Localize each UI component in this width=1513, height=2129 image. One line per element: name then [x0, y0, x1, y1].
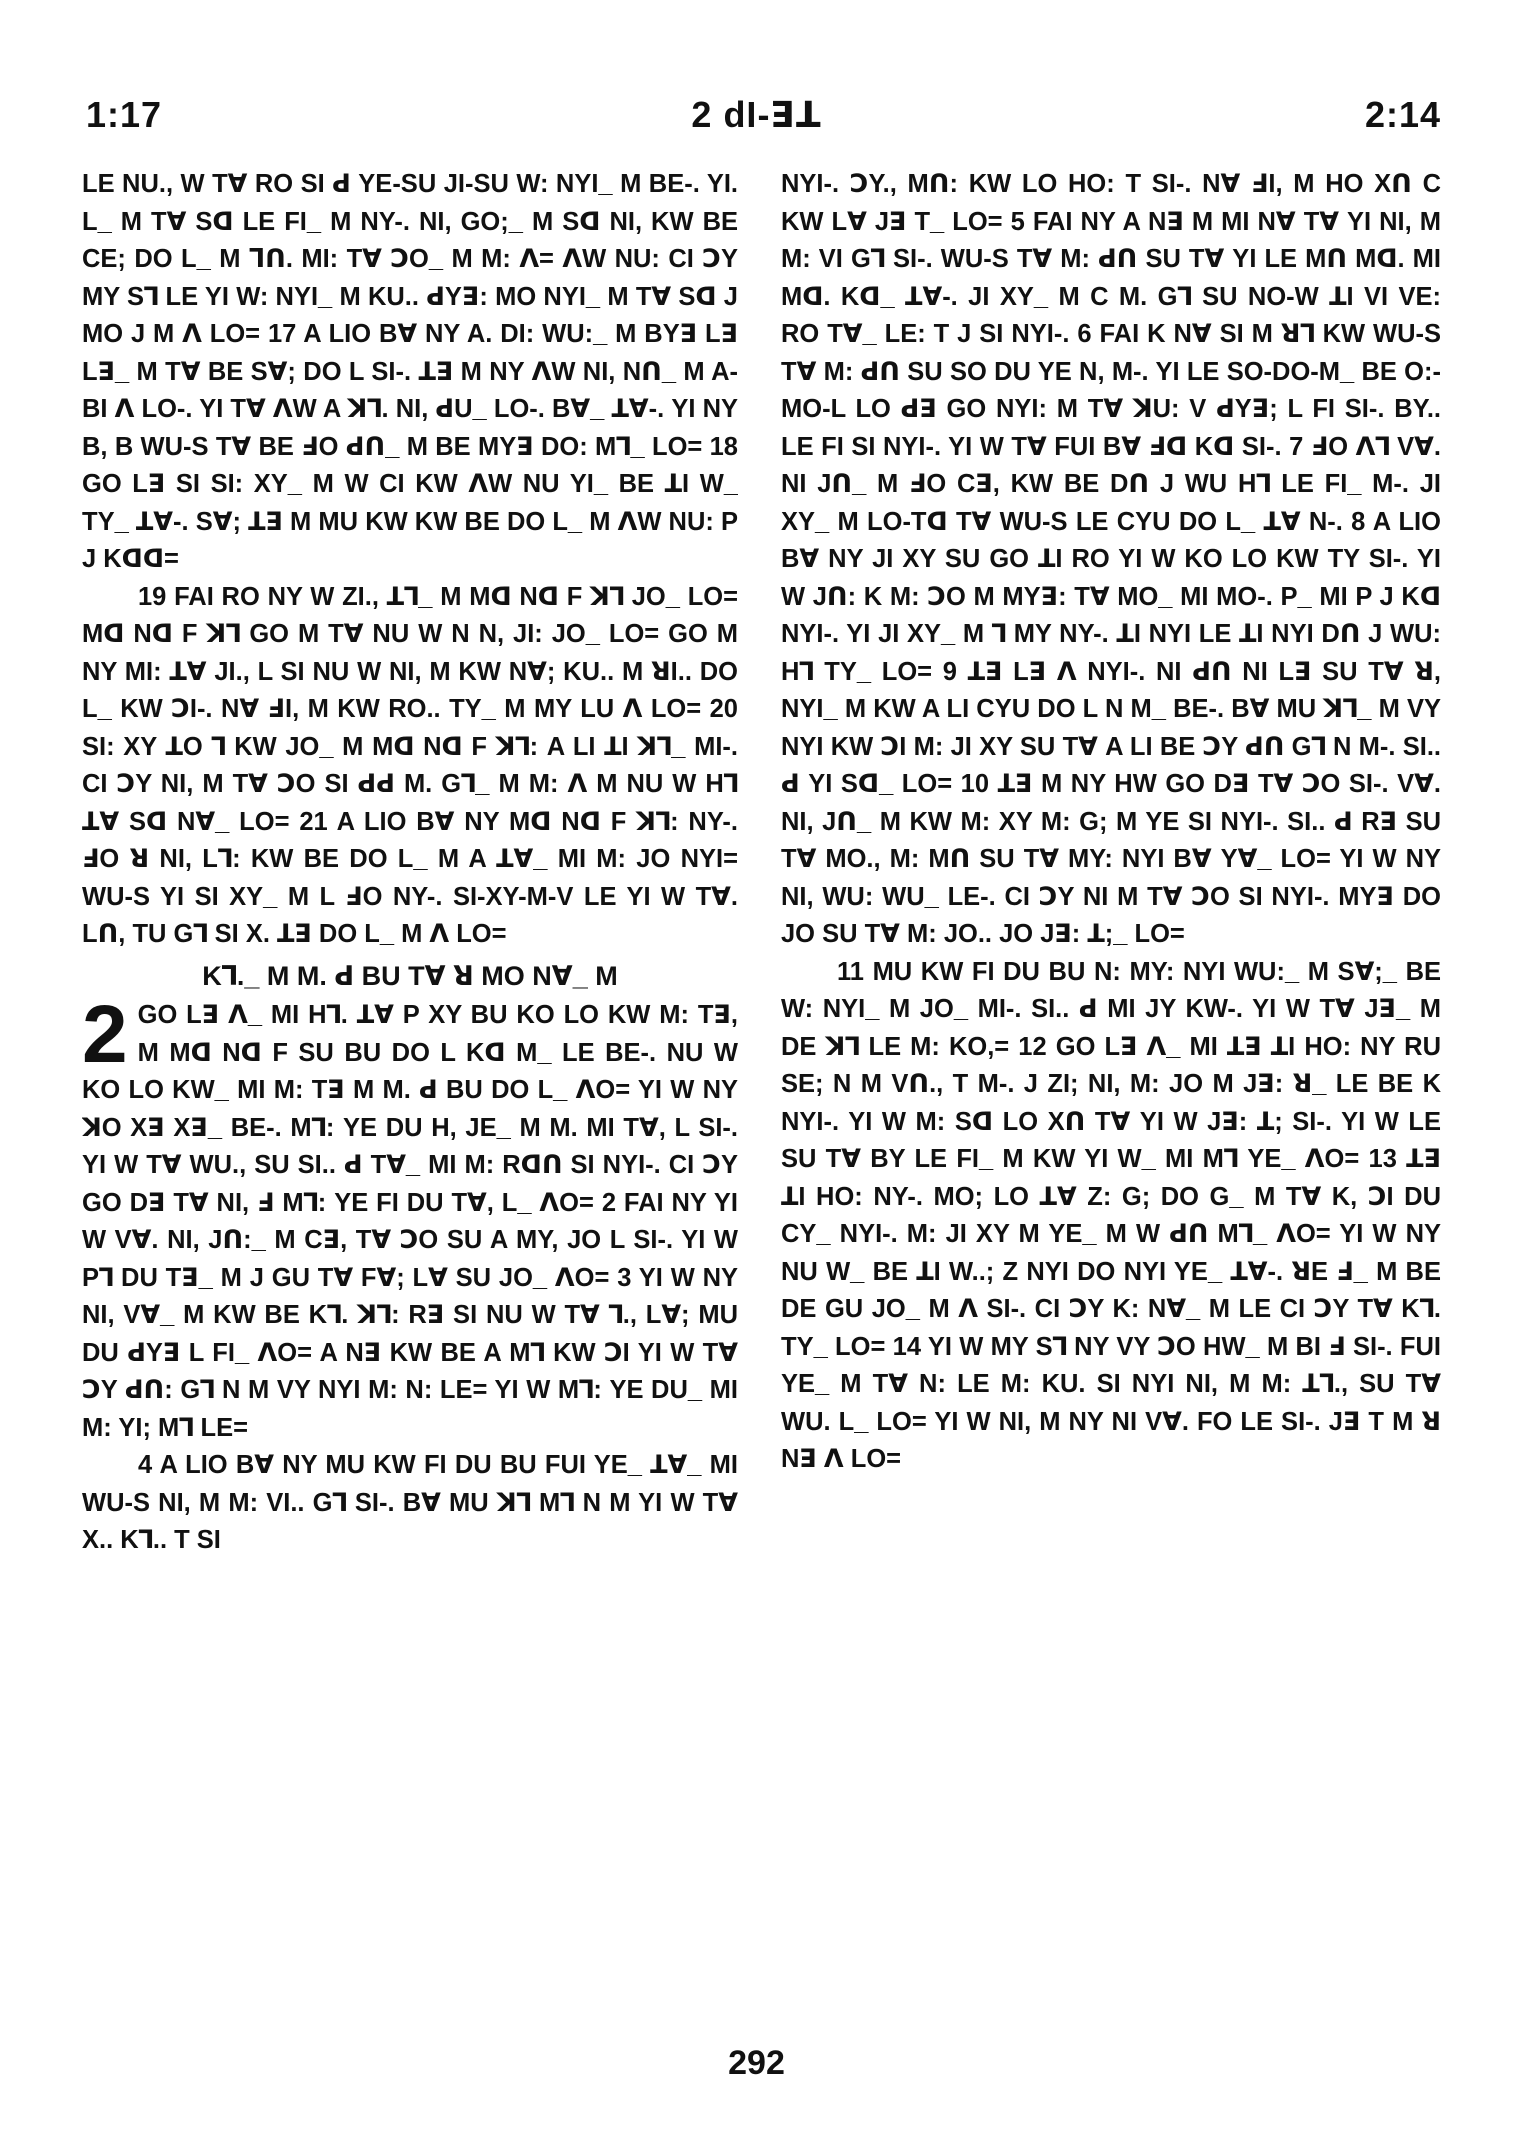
verse-text: A LIO Bꓯ NY MU KW FI DU BU FUI YE_ ꓕꓯ_ MI WU-S NI, M M: VI.. Gꓶ SI-. Bꓯ MU ꓘꓶ Mꓶ N M YI W Tꓯ X.. Kꓶ.. T SI	[82, 1451, 738, 1554]
verse-number: 3	[617, 1263, 632, 1292]
chapter-heading: Kꓶ._ M M. ꓒ BU Tꓯ ꓤ MO Nꓯ_ M	[202, 960, 618, 991]
verse-text: MU KW FI DU BU N: MY: NYI WU:_ M Sꓯ;_ BE W: NYI_ M JO_ MI-. SI.. ꓒ MI JY KW-. YI W Tꓯ Jꓱ_ M DE ꓘꓶ LE M: KO,=	[781, 957, 1441, 1061]
page-number: 292	[728, 2044, 785, 2082]
verse-text: GO Lꓱ ꓥ_ MI Hꓶ. ꓕꓯ P XY BU KO LO KW M: Tꓱ, M Mꓷ Nꓷ F SU BU DO L Kꓷ M_ LE BE-. NU W KO LO KW_ MI M: Tꓱ M M. ꓒ BU DO L_ ꓥO= YI W NY ꓘO Xꓱ Xꓱ_ BE-. Mꓶ: YE DU H, JE_ M M. MI Tꓯ, L SI-. YI W Tꓯ WU., SU SI.. ꓒ Tꓯ_ MI M: Rꓷꓵ SI NYI-. CI ꓛY GO Dꓱ Tꓯ NI, ꓞ Mꓶ: YE FI DU Tꓯ, L_ ꓥO=	[82, 1001, 738, 1217]
verse-number: 5	[1010, 207, 1025, 236]
verse-text: NYI-. ꓛY., Mꓵ: KW LO HO: T SI-. Nꓯ ꓞI, M HO Xꓵ C KW Lꓯ Jꓱ T_ LO=	[781, 170, 1441, 236]
verse-number: 14	[892, 1332, 922, 1361]
verse-text: FAI RO NY W ZI., ꓕꓶ_ M Mꓷ Nꓷ F ꓘꓶ JO_ LO= Mꓷ Nꓷ F ꓘꓶ GO M Tꓯ NU W N N, JI: JO_ LO= GO M NY MI: ꓕꓯ JI., L SI NU W NI, M KW Nꓯ; KU.. M ꓤI.. DO L_ KW ꓛI-. Nꓯ ꓞI, M KW RO.. TY_ M MY LU ꓥ LO=	[82, 582, 738, 723]
verse-text: YI W MY Sꓶ NY VY ꓛO HW_ M BI ꓞ SI-. FUI YE_ M Tꓯ N: LE M: KU. SI NYI NI, M M: ꓕꓶ., SU Tꓯ WU. L_ LO= YI W NI, M NY NI Vꓯ. FO LE SI-. Jꓱ T M ꓤ Nꓱ ꓥ LO=	[781, 1332, 1441, 1473]
paragraph	[82, 1447, 738, 1560]
verse-text: GO Lꓱ ꓥ_ MI ꓕꓱ ꓕI HO: NY RU SE; N M Vꓵ., T M-. J ZI; NI, M: JO M Jꓱ: ꓤ_ LE BE K NYI-. YI W M: Sꓷ LO Xꓵ Tꓯ YI W Jꓱ: ꓕ; SI-. YI W LE SU Tꓯ BY LE FI_ M KW YI W_ MI Mꓶ YE_ ꓥO=	[781, 1032, 1441, 1173]
verse-text: GO Lꓱ SI SI: XY_ M W CI KW ꓥW NU YI_ BE ꓕI W_ TY_ ꓕꓯ-. Sꓯ; ꓕꓱ M MU KW KW BE DO L_ M ꓥW NU: P J Kꓷꓷ=	[82, 470, 738, 573]
verse-number: 7	[1289, 432, 1304, 461]
verse-text: ꓕꓱ M NY HW GO Dꓱ Tꓯ ꓛO SI-. Vꓯ. NI, Jꓵ_ M KW M: XY M: G; M YE SI NYI-. SI.. ꓒ Rꓱ SU Tꓯ MO., M: Mꓵ SU Tꓯ MY: NYI Bꓯ Yꓯ_ LO= YI W NY NI, WU: WU_ LE-. CI ꓛY NI M Tꓯ ꓛO SI NYI-. MYꓱ DO JO SU Tꓯ M: JO.. JO Jꓱ: ꓕ;_ LO=	[781, 770, 1441, 948]
verse-text: LE NU., W Tꓯ RO SI ꓒ YE-SU JI-SU W: NYI_ M BE-. YI. L_ M Tꓯ Sꓷ LE FI_ M NY-. NI, GO;_ M Sꓷ NI, KW BE CE; DO L_ M Ꞁꓵ. MI: Tꓯ ꓛO_ M M: ꓥ= ꓥW NU: CI ꓛY MY Sꓶ LE YI W: NYI_ M KU.. ꓒYꓱ: MO NYI_ M Tꓯ Sꓷ J MO J M ꓥ LO=	[82, 170, 738, 348]
verse-text: ꓕꓱ Lꓱ ꓥ NYI-. NI ꓒꓵ NI Lꓱ SU Tꓯ ꓤ, NYI_ M KW A LI CYU DO L N M_ BE-. Bꓯ MU ꓘꓶ_ M VY NYI KW ꓛI M: JI XY SU Tꓯ A LI BE ꓛY ꓒꓵ Gꓶ N M-. SI.. ꓒ YI Sꓷ_ LO=	[781, 657, 1441, 798]
verse-text: FAI K Nꓯ SI M ꓤꓶ KW WU-S Tꓯ M: ꓒꓵ SU SO DU YE N, M-. YI LE SO-DO-M_ BE O:-MO-L LO ꓒꓱ GO NYI: M Tꓯ ꓘU: V ꓒYꓱ; L FI SI-. BY.. LE FI SI NYI-. YI W Tꓯ FUI Bꓯ ꓞꓷ Kꓷ SI-.	[781, 320, 1441, 461]
verse-number: 13	[1368, 1145, 1397, 1173]
verse-number: 2	[601, 1188, 616, 1217]
verse-text: A LIO Bꓯ NY Mꓷ Nꓷ F ꓘꓶ: NY-. ꓞO ꓤ NI, Lꓶ: KW BE DO L_ M A ꓕꓯ_ MI M: JO NYI= WU-S YI SI XY_ M L ꓞO NY-. SI-XY-M-V LE YI W Tꓯ. Lꓵ, TU Gꓶ SI X. ꓕꓱ DO L_ M ꓥ LO=	[82, 807, 738, 948]
verse-text: SI: XY ꓕO ꓶ KW JO_ M Mꓷ Nꓷ F ꓘꓶ: A LI ꓕI ꓘꓶ_ MI-. CI ꓛY NI, M Tꓯ ꓛO SI ꓒꓒ M. Gꓶ_ M M: ꓥ M NU W Hꓶ ꓕꓯ Sꓷ Nꓯ_ LO=	[82, 732, 738, 836]
verse-text: YI W NY NI, Vꓯ_ M KW BE Kꓶ. ꓘꓶ: Rꓱ SI NU W Tꓯ ꓶ., Lꓯ; MU DU ꓒYꓱ L FI_ ꓥO= A Nꓱ KW BE A Mꓶ KW ꓛI YI W Tꓯ ꓛY ꓒꓵ: Gꓶ N M VY NYI M: N: LE= YI W Mꓶ: YE DU_ MI M: YI; Mꓶ LE=	[82, 1263, 738, 1442]
paragraph	[781, 954, 1441, 1479]
book-title: 2 dI-ꓱꓕ	[691, 94, 822, 135]
verse-number: 8	[1351, 507, 1366, 536]
verse-text: ꓞO ꓥꓶ Vꓯ. NI Jꓵ_ M ꓞO Cꓱ, KW BE Dꓵ J WU Hꓶ LE FI_ M-. JI XY_ M LO-Tꓷ Tꓯ WU-S LE CYU DO L_ ꓕꓯ N-.	[781, 432, 1441, 536]
verse-number: 20	[709, 695, 738, 723]
verse-number: 12	[1018, 1032, 1047, 1061]
verse-text: FAI NY A Nꓱ M MI Nꓯ Tꓯ YI NI, M M: VI Gꓶ SI-. WU-S Tꓯ M: ꓒꓵ SU Tꓯ YI LE Mꓵ Mꓷ. MI Mꓷ. Kꓷ_ ꓕꓯ-. JI XY_ M C M. Gꓶ SU NO-W ꓕI VI VE: RO Tꓯ_ LE: T J SI NYI-.	[781, 207, 1441, 348]
chapter-verse-left: 1:17	[86, 94, 163, 135]
verse-number: 4	[138, 1451, 153, 1479]
verse-number: 11	[837, 957, 864, 986]
paragraph	[82, 579, 738, 954]
right-column	[781, 166, 1441, 2036]
paragraph	[781, 166, 1441, 954]
verse-text: A LIO Bꓯ NY JI XY SU GO ꓕI RO YI W KO LO KW TY SI-. YI W Jꓵ: K M: ꓛO M MYꓱ: Tꓯ MO_ MI MO-. P_ MI P J Kꓷ NYI-. YI JI XY_ M ꓶ MY NY-. ꓕI NYI LE ꓕI NYI Dꓵ J WU: Hꓶ TY_ LO=	[781, 507, 1441, 686]
verse-number: 9	[942, 657, 957, 686]
verse-number: 17	[267, 320, 297, 348]
verse-text: A LIO Bꓯ NY A. DI: WU:_ M BYꓱ Lꓱ Lꓱ_ M Tꓯ BE Sꓯ; DO L SI-. ꓕꓱ M NY ꓥW NI, Nꓵ_ M A-BI ꓥ LO-. YI Tꓯ ꓥW A ꓘꓶ. NI, ꓒU_ LO-. Bꓯ_ ꓕꓯ-. YI NY B, B WU-S Tꓯ BE ꓞO ꓒꓵ_ M BE MYꓱ DO: Mꓶ_ LO=	[82, 320, 738, 461]
left-column	[82, 166, 738, 2036]
verse-text: ꓕꓱ ꓕI HO: NY-. MO; LO ꓕꓯ Z: G; DO G_ M Tꓯ K, ꓛI DU CY_ NYI-. M: JI XY M YE_ M W ꓒꓵ Mꓶ_ ꓥO= YI W NY NU W_ BE ꓕI W..; Z NYI DO NYI YE_ ꓕꓯ-. ꓤE ꓞ_ M BE DE GU JO_ M ꓥ SI-. CI ꓛY K: Nꓯ_ M LE CI ꓛY Tꓯ Kꓶ. TY_ LO=	[781, 1145, 1441, 1361]
verse-number: 6	[1077, 320, 1092, 348]
chapter-verse-right: 2:14	[1364, 94, 1441, 135]
verse-text: FAI NY YI W Vꓯ. NI, Jꓵ:_ M Cꓱ, Tꓯ ꓛO SU A MY, JO L SI-. YI W Pꓶ DU Tꓱ_ M J GU Tꓯ Fꓯ; Lꓯ SU JO_ ꓥO=	[82, 1188, 738, 1292]
verse-number: 19	[138, 582, 167, 611]
verse-number: 10	[960, 770, 990, 798]
chapter-number: 2	[82, 989, 128, 1080]
paragraph	[82, 166, 738, 579]
paragraph	[82, 989, 738, 1447]
verse-number: 21	[299, 807, 328, 836]
verse-number: 18	[709, 432, 738, 461]
